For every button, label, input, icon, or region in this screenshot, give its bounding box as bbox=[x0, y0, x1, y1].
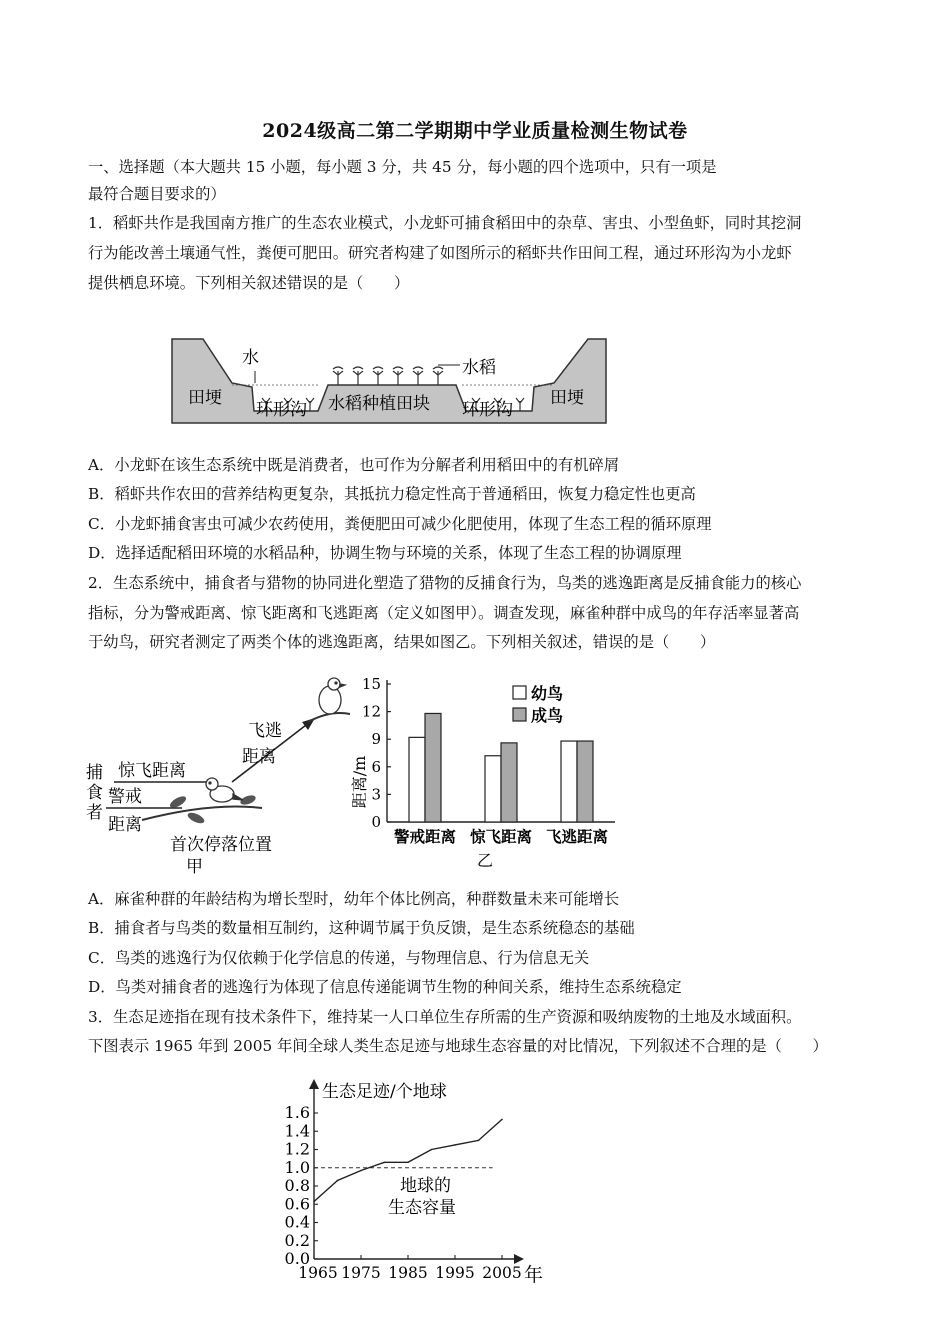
bar-y-tick-label: 12 bbox=[361, 702, 381, 721]
bar-juvenile bbox=[409, 737, 425, 822]
predator-char-1: 捕 bbox=[86, 763, 103, 783]
alert-distance-label-1: 警戒 bbox=[108, 787, 142, 807]
line-x-tick-label: 1975 bbox=[341, 1264, 381, 1282]
bar-y-tick-label: 15 bbox=[361, 675, 381, 693]
q2-option-d: D．鸟类对捕食者的逃逸行为体现了信息传递能调节生物的种间关系，维持生态系统稳定 bbox=[88, 978, 682, 996]
footprint-point bbox=[407, 1161, 409, 1163]
line-y-tick-label: 1.0 bbox=[284, 1157, 310, 1177]
startle-distance-label: 惊飞距离 bbox=[118, 761, 186, 781]
capacity-annotation-line1: 地球的 bbox=[400, 1176, 451, 1196]
bar-adult bbox=[501, 743, 517, 822]
line-y-tick-label: 1.2 bbox=[284, 1139, 310, 1159]
bar-chart-caption: 乙 bbox=[476, 851, 494, 870]
line-y-tick-label: 0.0 bbox=[284, 1249, 310, 1268]
bar-category-label: 飞逃距离 bbox=[545, 827, 609, 846]
q1-stem-line2: 行为能改善土壤通气性，粪便可肥田。研究者构建了如图所示的稻虾共作田间工程，通过环形沟为小龙虾 bbox=[88, 244, 792, 262]
line-chart-ylabel: 生态足迹/个地球 bbox=[322, 1082, 447, 1102]
line-y-tick-label: 0.2 bbox=[284, 1230, 310, 1250]
line-y-tick-label: 0.8 bbox=[284, 1176, 310, 1195]
footprint-point bbox=[431, 1149, 433, 1151]
line-x-tick-label: 1995 bbox=[435, 1264, 475, 1282]
line-y-tick-label: 1.6 bbox=[284, 1103, 310, 1122]
bar-y-tick-label: 9 bbox=[371, 730, 381, 749]
line-x-tick-label: 1965 bbox=[298, 1264, 338, 1282]
ecological-footprint-line-chart bbox=[270, 1075, 560, 1290]
q1-option-a: A．小龙虾在该生态系统中既是消费者，也可作为分解者利用稻田中的有机碎屑 bbox=[88, 456, 620, 474]
line-x-tick-label: 1985 bbox=[388, 1264, 428, 1282]
q1-stem-line1: 1．稻虾共作是我国南方推广的生态农业模式，小龙虾可捕食稻田中的杂草、害虫、小型鱼虾，同时其挖洞 bbox=[88, 214, 802, 232]
predator-char-3: 者 bbox=[86, 803, 103, 823]
bar-chart-ylabel: 距离/m bbox=[350, 755, 369, 809]
footprint-point bbox=[360, 1170, 362, 1172]
perched-bird-icon bbox=[206, 778, 243, 802]
q2-stem-line2: 指标，分为警戒距离、惊飞距离和飞逃距离（定义如图甲）。调查发现，麻雀种群中成鸟的年存活率显著高 bbox=[88, 604, 800, 622]
line-y-axis-arrow bbox=[309, 1079, 319, 1089]
landed-bird-icon bbox=[319, 678, 345, 714]
field-label: 水稻种植田块 bbox=[328, 394, 430, 414]
line-x-axis-arrow bbox=[514, 1254, 524, 1264]
bar-category-label: 警戒距离 bbox=[393, 827, 457, 846]
q2-option-a: A．麻雀种群的年龄结构为增长型时，幼年个体比例高，种群数量未来可能增长 bbox=[88, 890, 620, 908]
flee-distance-label-2: 距离 bbox=[242, 747, 276, 767]
q1-option-b: B．稻虾共作农田的营养结构更复杂，其抵抗力稳定性高于普通稻田，恢复力稳定性也更高 bbox=[88, 485, 696, 503]
q2-option-b: B．捕食者与鸟类的数量相互制约，这种调节属于负反馈，是生态系统稳态的基础 bbox=[88, 919, 635, 937]
footprint-point bbox=[337, 1180, 339, 1182]
landing-position-label: 首次停落位置 bbox=[170, 835, 272, 855]
legend-label: 幼鸟 bbox=[531, 684, 564, 703]
line-y-tick-label: 0.4 bbox=[284, 1212, 310, 1232]
q1-stem-line3: 提供栖息环境。下列相关叙述错误的是（ ） bbox=[88, 274, 410, 292]
footprint-point bbox=[478, 1140, 480, 1142]
alert-distance-label-2: 距离 bbox=[108, 815, 142, 835]
bar-juvenile bbox=[561, 741, 577, 822]
line-chart-xlabel: 年 bbox=[524, 1264, 544, 1286]
page-title: 2024级高二第二学期期中学业质量检测生物试卷 bbox=[262, 120, 688, 142]
footprint-point bbox=[313, 1201, 315, 1203]
predator-char-2: 食 bbox=[86, 783, 103, 803]
bar-y-tick-label: 3 bbox=[371, 785, 381, 804]
flee-distance-label-1: 飞逃 bbox=[248, 721, 282, 741]
footprint-point bbox=[501, 1119, 503, 1121]
q1-option-d: D．选择适配稻田环境的水稻品种，协调生物与环境的关系，体现了生态工程的协调原理 bbox=[88, 544, 682, 562]
bar-y-tick-label: 0 bbox=[371, 813, 381, 831]
q1-option-c: C．小龙虾捕食害虫可减少农药使用，粪便肥田可减少化肥使用，体现了生态工程的循环原理 bbox=[88, 515, 712, 533]
bar-category-label: 惊飞距离 bbox=[469, 827, 533, 846]
bar-juvenile bbox=[485, 756, 501, 822]
bar-y-tick-label: 6 bbox=[371, 757, 381, 776]
rice-label: 水稻 bbox=[462, 358, 496, 378]
q2-stem-line3: 于幼鸟，研究者测定了两类个体的逃逸距离，结果如图乙。下列相关叙述，错误的是（ ） bbox=[88, 633, 716, 651]
capacity-annotation-line2: 生态容量 bbox=[388, 1198, 456, 1218]
left-bank-label: 田埂 bbox=[188, 388, 222, 408]
line-y-tick-label: 0.6 bbox=[284, 1194, 310, 1214]
right-bank-label: 田埂 bbox=[550, 388, 584, 408]
section-header-line2: 最符合题目要求的） bbox=[88, 185, 226, 203]
bar-adult bbox=[577, 741, 593, 822]
ditch-left-label: 环形沟 bbox=[256, 400, 307, 420]
rice-shrimp-field-diagram bbox=[170, 335, 610, 430]
footprint-point bbox=[454, 1144, 456, 1146]
q3-stem-line2: 下图表示 1965 年到 2005 年间全球人类生态足迹与地球生态容量的对比情况，下列叙述不合理的是（ ） bbox=[88, 1037, 828, 1055]
figure-yi-bar-chart bbox=[345, 672, 625, 872]
q3-stem-line1: 3．生态足迹指在现有技术条件下，维持某一人口单位生存所需的生产资源和吸纳废物的土地及水域面积。 bbox=[88, 1008, 802, 1026]
rice-plants bbox=[333, 367, 443, 385]
figure-jia-caption: 甲 bbox=[186, 857, 203, 877]
footprint-point bbox=[384, 1161, 386, 1163]
q2-stem-line1: 2．生态系统中，捕食者与猎物的协同进化塑造了猎物的反捕食行为，鸟类的逃逸距离是反捕食能力的核心 bbox=[88, 574, 802, 592]
line-x-tick-label: 2005 bbox=[482, 1264, 522, 1282]
figure-jia-escape-distance bbox=[82, 670, 362, 880]
ditch-right-label: 环形沟 bbox=[462, 400, 513, 420]
bar-adult bbox=[425, 713, 441, 822]
legend-label: 成鸟 bbox=[531, 706, 564, 725]
legend-swatch bbox=[513, 708, 526, 721]
q2-option-c: C．鸟类的逃逸行为仅依赖于化学信息的传递，与物理信息、行为信息无关 bbox=[88, 949, 590, 967]
legend-swatch bbox=[513, 686, 526, 699]
water-label: 水 bbox=[242, 348, 259, 368]
line-y-tick-label: 1.4 bbox=[284, 1121, 310, 1141]
section-header-line1: 一、选择题（本大题共 15 小题，每小题 3 分，共 45 分，每小题的四个选项中，只有一项是 bbox=[88, 158, 717, 176]
